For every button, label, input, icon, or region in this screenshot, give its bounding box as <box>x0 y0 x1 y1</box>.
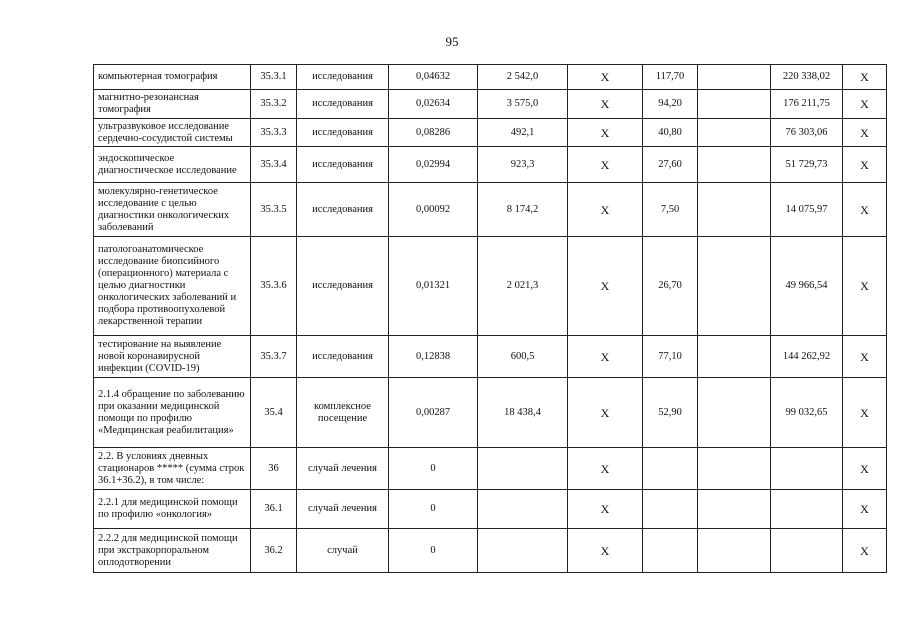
row-norm: 0,00092 <box>389 183 478 237</box>
row-mark-x-2: Х <box>843 490 887 529</box>
row-sum <box>771 529 843 573</box>
row-empty-cell <box>698 147 771 183</box>
row-empty-cell <box>698 90 771 119</box>
row-per-capita: 27,60 <box>643 147 698 183</box>
row-mark-x: Х <box>568 378 643 448</box>
table-row <box>94 237 887 336</box>
row-cost <box>478 529 568 573</box>
row-cost: 8 174,2 <box>478 183 568 237</box>
row-code: 35.3.2 <box>251 90 297 119</box>
row-per-capita: 77,10 <box>643 336 698 378</box>
row-code: 35.3.6 <box>251 237 297 336</box>
row-sum: 99 032,65 <box>771 378 843 448</box>
row-name: молекулярно-генетическое исследование с целью диагностики онкологических заболеваний <box>94 183 251 237</box>
table-row <box>94 529 887 573</box>
row-sum: 76 303,06 <box>771 119 843 147</box>
row-unit: комплексное посещение <box>297 378 389 448</box>
row-unit: исследования <box>297 237 389 336</box>
table-row <box>94 490 887 529</box>
row-sum: 49 966,54 <box>771 237 843 336</box>
row-code: 35.3.7 <box>251 336 297 378</box>
row-unit: исследования <box>297 183 389 237</box>
row-per-capita <box>643 448 698 490</box>
row-empty-cell <box>698 237 771 336</box>
row-mark-x: Х <box>568 147 643 183</box>
row-empty-cell <box>698 183 771 237</box>
row-mark-x-2: Х <box>843 529 887 573</box>
row-name: патологоанатомическое исследование биопсийного (операционного) материала с целью диагностики онкологических заболеваний и подбора противоопухолевой лекарственной терапии <box>94 237 251 336</box>
row-norm: 0,08286 <box>389 119 478 147</box>
row-sum: 51 729,73 <box>771 147 843 183</box>
row-mark-x: Х <box>568 529 643 573</box>
row-empty-cell <box>698 448 771 490</box>
row-per-capita: 52,90 <box>643 378 698 448</box>
row-sum: 144 262,92 <box>771 336 843 378</box>
row-mark-x-2: Х <box>843 183 887 237</box>
row-mark-x: Х <box>568 336 643 378</box>
row-mark-x: Х <box>568 119 643 147</box>
row-mark-x-2: Х <box>843 147 887 183</box>
row-mark-x-2: Х <box>843 119 887 147</box>
row-unit: исследования <box>297 65 389 90</box>
row-code: 35.3.4 <box>251 147 297 183</box>
row-unit: случай лечения <box>297 490 389 529</box>
row-cost: 2 021,3 <box>478 237 568 336</box>
row-mark-x: Х <box>568 90 643 119</box>
row-code: 35.3.1 <box>251 65 297 90</box>
row-cost <box>478 490 568 529</box>
row-empty-cell <box>698 529 771 573</box>
row-code: 36 <box>251 448 297 490</box>
row-code: 35.3.3 <box>251 119 297 147</box>
row-mark-x-2: Х <box>843 448 887 490</box>
row-norm: 0,12838 <box>389 336 478 378</box>
row-name: 2.2. В условиях дневных стационаров ***** (сумма строк 36.1+36.2), в том числе: <box>94 448 251 490</box>
row-cost: 492,1 <box>478 119 568 147</box>
row-norm: 0,00287 <box>389 378 478 448</box>
row-mark-x: Х <box>568 490 643 529</box>
row-code: 35.4 <box>251 378 297 448</box>
row-per-capita: 26,70 <box>643 237 698 336</box>
row-unit: исследования <box>297 119 389 147</box>
row-per-capita: 117,70 <box>643 65 698 90</box>
row-code: 36.2 <box>251 529 297 573</box>
row-per-capita <box>643 490 698 529</box>
row-empty-cell <box>698 65 771 90</box>
row-unit: исследования <box>297 90 389 119</box>
table-row <box>94 183 887 237</box>
data-table <box>93 64 887 573</box>
row-name: ультразвуковое исследование сердечно-сосудистой системы <box>94 119 251 147</box>
row-empty-cell <box>698 490 771 529</box>
row-norm: 0,04632 <box>389 65 478 90</box>
table-row <box>94 378 887 448</box>
row-code: 35.3.5 <box>251 183 297 237</box>
row-mark-x: Х <box>568 237 643 336</box>
row-mark-x: Х <box>568 65 643 90</box>
row-per-capita: 94,20 <box>643 90 698 119</box>
row-per-capita <box>643 529 698 573</box>
row-unit: случай <box>297 529 389 573</box>
row-mark-x-2: Х <box>843 65 887 90</box>
row-cost: 923,3 <box>478 147 568 183</box>
row-sum <box>771 490 843 529</box>
table-row <box>94 119 887 147</box>
row-name: эндоскопическое диагностическое исследование <box>94 147 251 183</box>
row-name: 2.2.2 для медицинской помощи при экстракорпоральном оплодотворении <box>94 529 251 573</box>
table-row <box>94 448 887 490</box>
row-name: магнитно-резонансная томография <box>94 90 251 119</box>
row-mark-x: Х <box>568 183 643 237</box>
row-mark-x-2: Х <box>843 237 887 336</box>
row-per-capita: 40,80 <box>643 119 698 147</box>
row-sum: 14 075,97 <box>771 183 843 237</box>
row-sum <box>771 448 843 490</box>
row-norm: 0,02634 <box>389 90 478 119</box>
row-name: 2.2.1 для медицинской помощи по профилю «онкология» <box>94 490 251 529</box>
row-cost <box>478 448 568 490</box>
row-empty-cell <box>698 336 771 378</box>
row-unit: исследования <box>297 336 389 378</box>
row-sum: 176 211,75 <box>771 90 843 119</box>
row-cost: 2 542,0 <box>478 65 568 90</box>
row-sum: 220 338,02 <box>771 65 843 90</box>
row-empty-cell <box>698 378 771 448</box>
row-name: 2.1.4 обращение по заболеванию при оказании медицинской помощи по профилю «Медицинская реабилитация» <box>94 378 251 448</box>
row-code: 36.1 <box>251 490 297 529</box>
row-unit: случай лечения <box>297 448 389 490</box>
row-name: тестирование на выявление новой коронавирусной инфекции (COVID-19) <box>94 336 251 378</box>
row-per-capita: 7,50 <box>643 183 698 237</box>
row-norm: 0 <box>389 529 478 573</box>
row-cost: 3 575,0 <box>478 90 568 119</box>
row-norm: 0,02994 <box>389 147 478 183</box>
row-mark-x-2: Х <box>843 336 887 378</box>
row-norm: 0,01321 <box>389 237 478 336</box>
table-row <box>94 90 887 119</box>
row-mark-x-2: Х <box>843 90 887 119</box>
table-row <box>94 336 887 378</box>
row-empty-cell <box>698 119 771 147</box>
table-row <box>94 147 887 183</box>
table-row <box>94 65 887 90</box>
row-cost: 18 438,4 <box>478 378 568 448</box>
row-name: компьютерная томография <box>94 65 251 90</box>
page-number: 95 <box>445 34 459 49</box>
row-norm: 0 <box>389 448 478 490</box>
row-cost: 600,5 <box>478 336 568 378</box>
row-unit: исследования <box>297 147 389 183</box>
row-mark-x-2: Х <box>843 378 887 448</box>
row-norm: 0 <box>389 490 478 529</box>
row-mark-x: Х <box>568 448 643 490</box>
